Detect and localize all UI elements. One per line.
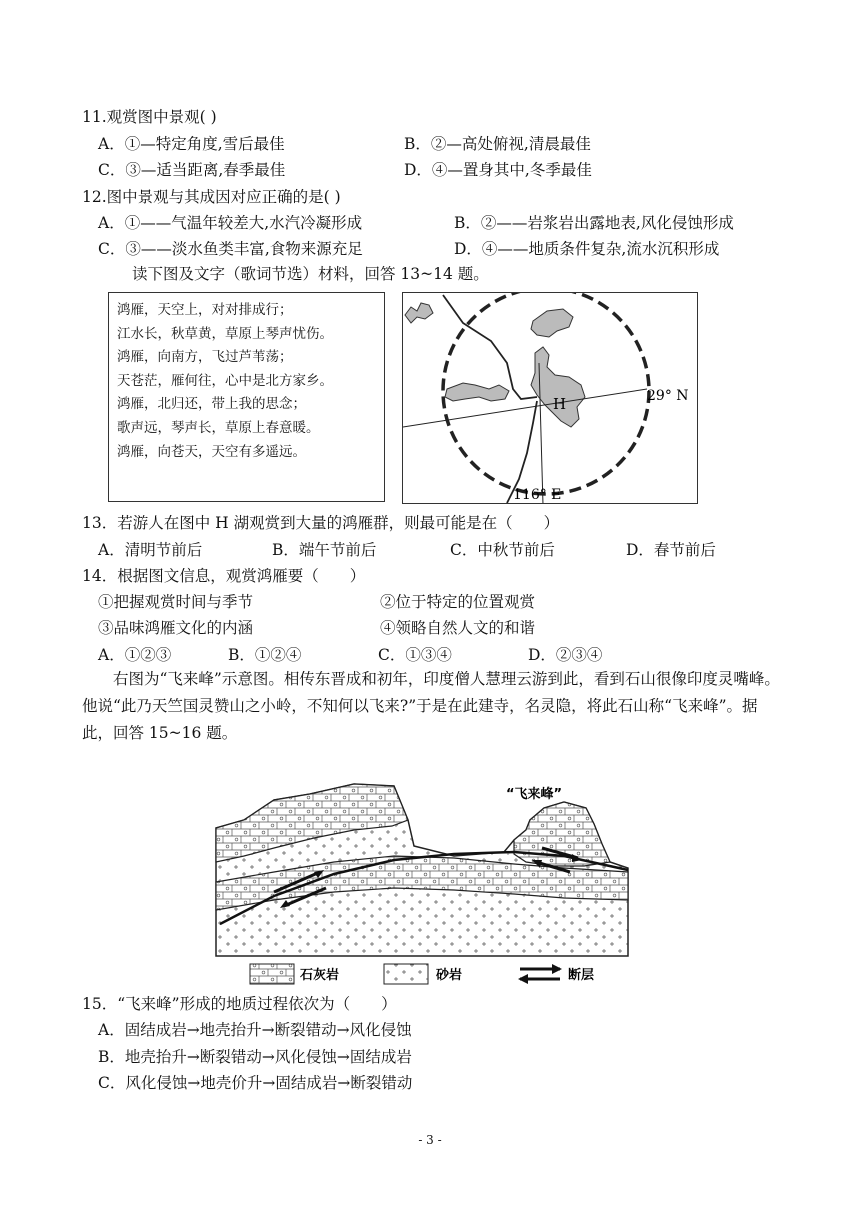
lake-label: H	[553, 395, 567, 413]
latitude-label: 29° N	[647, 388, 689, 404]
q14-statement-3: ③品味鸿雁文化的内涵	[98, 619, 254, 637]
q12-option-c: C．③——淡水鱼类丰富,食物来源充足	[98, 240, 363, 258]
longitude-label: 116° E	[513, 487, 562, 503]
legend-limestone-swatch	[250, 964, 294, 984]
upper-lake	[531, 309, 573, 337]
q14-statement-2: ②位于特定的位置观赏	[380, 593, 536, 611]
lyrics-box	[108, 292, 385, 502]
peak-label: “飞来峰”	[506, 787, 563, 802]
intro-15-16: 右图为“飞来峰”示意图。相传东晋成和初年，印度僧人慧理云游到此，看到石山很像印度灵嘴峰。他说“此乃天竺国灵赞山之小岭，不知何以飞来?”于是在此建寺，名灵隐，将此石山称“飞来峰”。据此，回答 15~16 题。	[82, 670, 780, 742]
q13-stem: 13．若游人在图中 H 湖观赏到大量的鸿雁群，则最可能是在（ ）	[82, 514, 560, 532]
legend-limestone-label: 石灰岩	[300, 968, 340, 983]
q14-option-d: D．②③④	[528, 646, 603, 664]
q14-option-b: B．①②④	[228, 646, 302, 664]
q11-option-c: C．③—适当距离,春季最佳	[98, 161, 286, 179]
q13-option-d: D．春节前后	[626, 541, 716, 559]
q15-option-a: A．固结成岩→地壳抬升→断裂错动→风化侵蚀	[98, 1021, 412, 1039]
q12-option-d: D．④——地质条件复杂,流水沉积形成	[454, 240, 720, 258]
legend-sandstone-swatch	[384, 964, 428, 984]
legend-fault-arrow-head	[518, 974, 528, 984]
coast-shape	[405, 303, 433, 323]
lyrics-line: 歌声远，琴声长，草原上春意暖。	[117, 419, 320, 436]
q12-option-b: B．②——岩浆岩出露地表,风化侵蚀形成	[454, 214, 734, 232]
lyrics-line: 江水长，秋草黄，草原上琴声忧伤。	[117, 325, 333, 342]
q12-stem: 12.图中景观与其成因对应正确的是( )	[82, 188, 341, 206]
legend-fault-label: 断层	[568, 968, 595, 983]
q11-option-d: D．④—置身其中,冬季最佳	[404, 161, 592, 179]
q15-option-c: C．风化侵蚀→地壳价升→固结成岩→断裂错动	[98, 1074, 413, 1092]
q14-statement-1: ①把握观赏时间与季节	[98, 593, 254, 611]
latitude-line	[403, 389, 647, 427]
page-number: - 3 -	[418, 1133, 442, 1147]
legend-sandstone-label: 砂岩	[436, 968, 463, 983]
q13-option-a: A．清明节前后	[98, 541, 203, 559]
lyrics-line: 鸿雁，北归还，带上我的思念；	[117, 396, 306, 413]
q15-option-b: B．地壳抬升→断裂错动→风化侵蚀→固结成岩	[98, 1048, 412, 1066]
lyrics-line: 鸿雁，天空上，对对排成行；	[117, 302, 293, 318]
feilaifeng-drawing	[214, 780, 632, 990]
q15-stem: 15．“飞来峰”形成的地质过程依次为（ ）	[82, 995, 397, 1013]
legend-fault-arrow-head	[552, 964, 562, 974]
left-lake	[445, 383, 509, 401]
main-lake	[531, 347, 585, 427]
lyrics-line: 鸿雁，向南方，飞过芦苇荡；	[117, 349, 293, 366]
q11-stem: 11.观赏图中景观( )	[82, 108, 217, 126]
river	[443, 295, 537, 399]
q12-option-a: A．①——气温年较差大,水汽冷凝形成	[98, 214, 363, 232]
q14-option-a: A．①②③	[98, 646, 172, 664]
feilaifeng-diagram	[214, 780, 632, 990]
q13-option-b: B．端午节前后	[272, 541, 377, 559]
lake-map	[402, 292, 698, 504]
q14-statement-4: ④领略自然人文的和谐	[380, 619, 536, 637]
q13-option-c: C．中秋节前后	[450, 541, 555, 559]
q11-option-a: A．①—特定角度,雪后最佳	[98, 135, 285, 153]
q14-stem: 14．根据图文信息，观赏鸿雁要（ ）	[82, 567, 366, 585]
q14-option-c: C．①③④	[378, 646, 452, 664]
lake-map-drawing	[403, 293, 698, 504]
lyrics-line: 天苍茫，雁何往，心中是北方家乡。	[117, 372, 333, 389]
intro-13-14: 读下图及文字（歌词节选）材料，回答 13~14 题。	[132, 265, 489, 283]
lyrics-line: 鸿雁，向苍天，天空有多遥远。	[117, 443, 306, 460]
q11-option-b: B．②—高处俯视,清晨最佳	[404, 135, 591, 153]
